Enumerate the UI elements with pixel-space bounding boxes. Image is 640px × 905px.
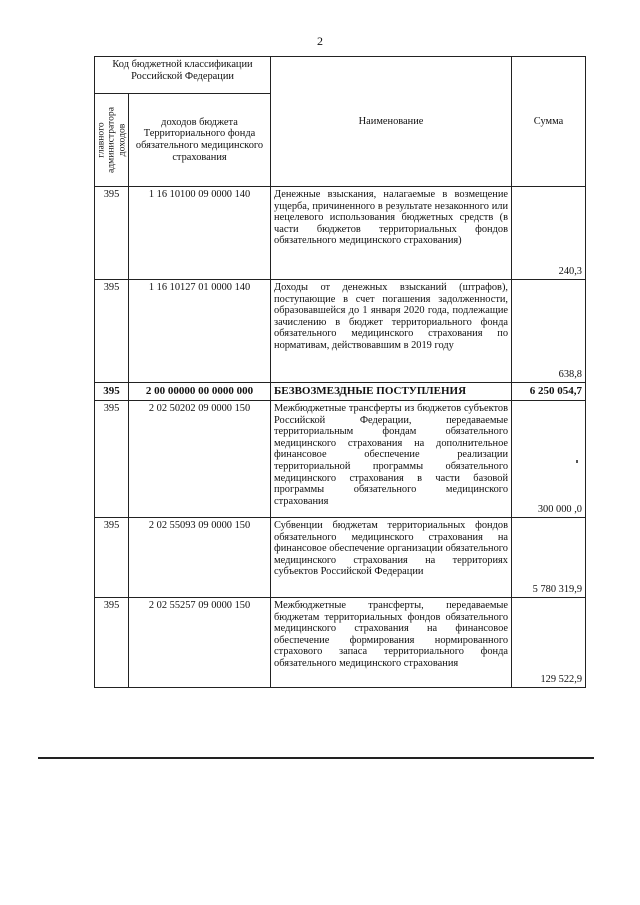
header-sum: Сумма <box>512 57 586 187</box>
row-admin: 395 <box>95 280 129 383</box>
row-admin: 395 <box>95 383 129 401</box>
scan-speck <box>576 460 578 463</box>
budget-table <box>94 56 586 688</box>
row-sum: 638,8 <box>512 280 586 383</box>
row-sum: 6 250 054,7 <box>512 383 586 401</box>
table-row <box>95 280 586 383</box>
header-admin: главного администратора доходов <box>94 107 127 173</box>
page-number: 2 <box>317 34 323 48</box>
header-name: Наименование <box>271 57 512 187</box>
row-name: Субвенции бюджетам территориальных фондов обязательного медицинского страхования на финансовое обеспечение организации обязательного медицинского страхования на территориях субъектов Российской Федерации <box>271 518 512 598</box>
table-row <box>95 401 586 518</box>
row-name: Межбюджетные трансферты, передаваемые бюджетам территориальных фондов обязательного медицинского страхования на финансовое обеспечение формирования нормированного страхового запаса территориального фонда обязательного медицинского страхования <box>271 598 512 688</box>
table-row <box>95 518 586 598</box>
table-row-total <box>95 383 586 401</box>
row-name: БЕЗВОЗМЕЗДНЫЕ ПОСТУПЛЕНИЯ <box>271 383 512 401</box>
row-sum: 240,3 <box>512 187 586 280</box>
header-income-code: доходов бюджета Территориального фонда обязательного медицинского страхования <box>129 94 271 187</box>
page-divider-line <box>38 757 594 759</box>
table-row <box>95 598 586 688</box>
row-admin: 395 <box>95 518 129 598</box>
row-sum: 300 000 ,0 <box>512 401 586 518</box>
row-name: Денежные взыскания, налагаемые в возмещение ущерба, причиненного в результате незаконного или нецелевого использования бюджетных средств (в части бюджетов территориальных фондов обязательного медицинского страхования) <box>271 187 512 280</box>
row-code: 1 16 10100 09 0000 140 <box>129 187 271 280</box>
row-code: 2 00 00000 00 0000 000 <box>129 383 271 401</box>
row-sum: 129 522,9 <box>512 598 586 688</box>
header-row-top <box>95 57 586 94</box>
row-admin: 395 <box>95 401 129 518</box>
row-code: 1 16 10127 01 0000 140 <box>129 280 271 383</box>
row-admin: 395 <box>95 598 129 688</box>
row-sum: 5 780 319,9 <box>512 518 586 598</box>
row-admin: 395 <box>95 187 129 280</box>
header-code-group: Код бюджетной классификации Российской Федерации <box>95 57 271 94</box>
row-code: 2 02 55257 09 0000 150 <box>129 598 271 688</box>
header-admin-cell <box>95 94 129 187</box>
table-row <box>95 187 586 280</box>
row-name: Доходы от денежных взысканий (штрафов), поступающие в счет погашения задолженности, образовавшейся до 1 января 2020 года, подлежащие зачислению в бюджет территориального фонда обязательного медицинского страхования по нормативам, действовавшим в 2019 году <box>271 280 512 383</box>
row-code: 2 02 55093 09 0000 150 <box>129 518 271 598</box>
row-name: Межбюджетные трансферты из бюджетов субъектов Российской Федерации, передаваемые территориальным фондам обязательного медицинского страхования на дополнительное финансовое обеспечение реализации территориальной программы обязательного медицинского страхования в части базовой программы обязательного медицинского страхования <box>271 401 512 518</box>
row-code: 2 02 50202 09 0000 150 <box>129 401 271 518</box>
